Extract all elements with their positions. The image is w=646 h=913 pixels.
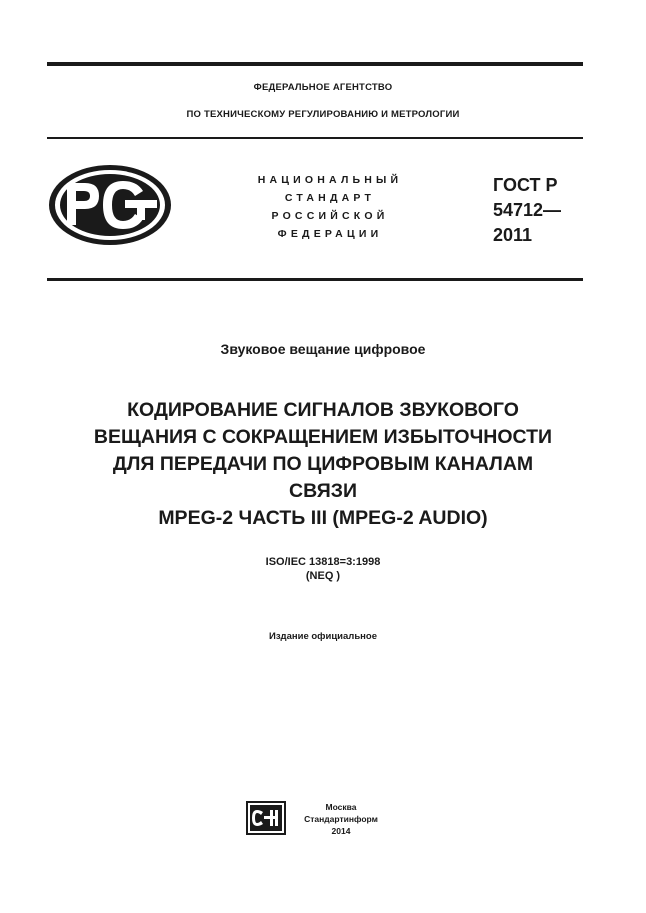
edition-label: Издание официальное xyxy=(269,631,377,642)
iso-reference: ISO/IEC 13818=3:1998 xyxy=(265,556,381,568)
title-line-3: ДЛЯ ПЕРЕДАЧИ ПО ЦИФРОВЫМ КАНАЛАМ xyxy=(112,453,534,475)
designation-line-3: 2011 xyxy=(493,225,533,245)
standard-type-line-4: ФЕДЕРАЦИИ xyxy=(277,228,383,240)
subject-heading: Звуковое вещание цифровое xyxy=(220,341,426,357)
publisher-city: Москва xyxy=(325,802,357,812)
designation-line-2: 54712— xyxy=(493,200,562,220)
standard-type-line-1: НАЦИОНАЛЬНЫЙ xyxy=(257,174,403,186)
standard-type xyxy=(225,171,435,243)
standard-designation xyxy=(493,173,603,248)
publication-year: 2014 xyxy=(331,826,351,836)
standard-type-line-2: СТАНДАРТ xyxy=(284,192,376,204)
publisher-imprint xyxy=(296,801,386,837)
title-line-1: КОДИРОВАНИЕ СИГНАЛОВ ЗВУКОВОГО xyxy=(127,399,519,421)
title-line-4: СВЯЗИ xyxy=(289,480,357,502)
bottom-header-rule xyxy=(47,278,583,281)
top-rule-thick xyxy=(47,62,583,66)
equivalence-degree: (NEQ ) xyxy=(305,570,341,582)
header-rule xyxy=(47,137,583,139)
publisher-name: Стандартинформ xyxy=(304,814,378,824)
standartinform-logo-icon xyxy=(246,801,286,835)
title-line-2: ВЕЩАНИЯ С СОКРАЩЕНИЕМ ИЗБЫТОЧНОСТИ xyxy=(93,426,553,448)
title-line-5: MPEG-2 ЧАСТЬ III (MPEG-2 AUDIO) xyxy=(158,507,488,529)
document-title xyxy=(20,397,626,532)
agency-line-2: ПО ТЕХНИЧЕСКОМУ РЕГУЛИРОВАНИЮ И МЕТРОЛОГИИ xyxy=(186,109,460,120)
international-reference xyxy=(0,555,646,583)
standard-type-line-3: РОССИЙСКОЙ xyxy=(271,210,389,222)
designation-line-1: ГОСТ Р xyxy=(493,175,558,195)
agency-line-1: ФЕДЕРАЛЬНОЕ АГЕНТСТВО xyxy=(253,82,393,93)
rst-certification-mark-icon xyxy=(47,163,175,247)
